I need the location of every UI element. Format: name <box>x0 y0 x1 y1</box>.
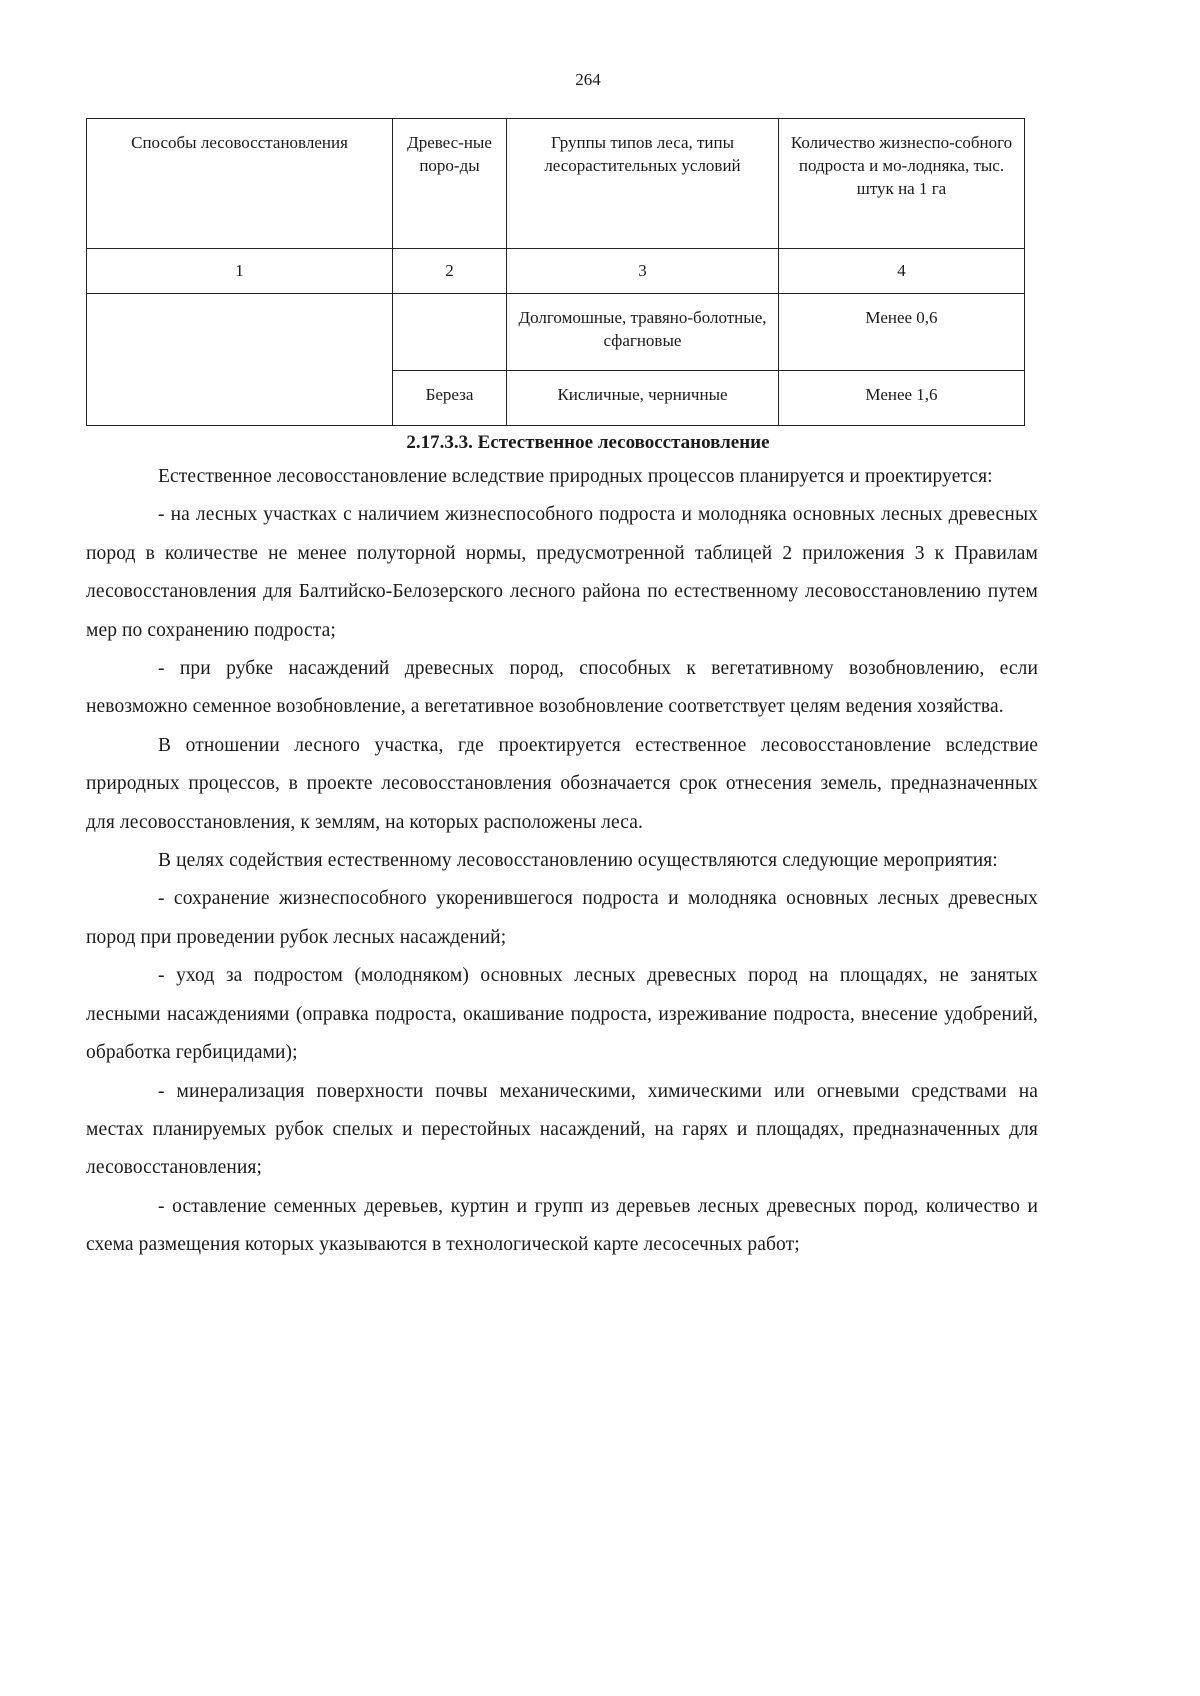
header-quantity: Количество жизнеспо-собного подроста и мо-лодняка, тыс. штук на 1 га <box>779 119 1025 249</box>
column-number: 3 <box>507 249 779 294</box>
header-species: Древес-ные поро-ды <box>393 119 507 249</box>
column-number: 4 <box>779 249 1025 294</box>
list-item: - сохранение жизнеспособного укоренившегося подроста и молодняка основных лесных древесных пород при проведении рубок лесных насаждений; <box>86 888 1038 948</box>
species-cell: Береза <box>393 371 507 426</box>
paragraph: В целях содействия естественному лесовосстановлению осуществляются следующие мероприятия: <box>158 850 998 872</box>
page-number: 264 <box>575 70 601 89</box>
body-text <box>86 458 1038 1265</box>
list-item: - при рубке насаждений древесных пород, способных к вегетативному возобновлению, если невозможно семенное возобновление, а вегетативное возобновление соответствует целям ведения хозяйства. <box>86 658 1038 718</box>
list-item: - на лесных участках с наличием жизнеспособного подроста и молодняка основных лесных древесных пород в количестве не менее полуторной нормы, предусмотренной таблицей 2 приложения 3 к Правилам лесовосстановления для Балтийско-Белозерского лесного района по естественному лесовосстановлению путем мер по сохранению подроста; <box>86 504 1038 641</box>
list-item: - оставление семенных деревьев, куртин и групп из деревьев лесных древесных пород, количество и схема размещения которых указываются в технологической карте лесосечных работ; <box>86 1195 1038 1256</box>
header-methods: Способы лесовосстановления <box>87 119 393 249</box>
quantity-cell: Менее 1,6 <box>779 371 1025 426</box>
paragraph: В отношении лесного участка, где проектируется естественное лесовосстановление вследствие природных процессов, в проекте лесовосстановления обозначается срок отнесения земель, предназначенных для лесовосстановления, к землям, на которых расположены леса. <box>86 734 1038 833</box>
section-heading: 2.17.3.3. Естественное лесовосстановление <box>406 432 770 453</box>
column-number-row <box>87 249 1025 294</box>
paragraph: Естественное лесовосстановление вследствие природных процессов планируется и проектируется: <box>158 466 993 487</box>
forest-type-cell: Кисличные, черничные <box>507 371 779 426</box>
column-number: 1 <box>87 249 393 294</box>
forest-type-cell: Долгомошные, травяно-болотные, сфагновые <box>507 294 779 371</box>
list-item: - минерализация поверхности почвы механическими, химическими или огневыми средствами на местах планируемых рубок спелых и перестойных насаждений, на гарях и площадях, предназначенных для лесовосстановления; <box>86 1080 1038 1179</box>
list-item: - уход за подростом (молодняком) основных лесных древесных пород на площадях, не занятых лесными насаждениями (оправка подроста, окашивание подроста, изреживание подроста, внесение удобрений, обработка гербицидами); <box>86 965 1038 1064</box>
method-cell <box>87 294 393 426</box>
header-forest-types: Группы типов леса, типы лесорастительных условий <box>507 119 779 249</box>
table-row <box>87 294 1025 371</box>
reforestation-table <box>86 118 1025 426</box>
column-number: 2 <box>393 249 507 294</box>
table-header-row <box>87 119 1025 249</box>
quantity-cell: Менее 0,6 <box>779 294 1025 371</box>
species-cell <box>393 294 507 371</box>
